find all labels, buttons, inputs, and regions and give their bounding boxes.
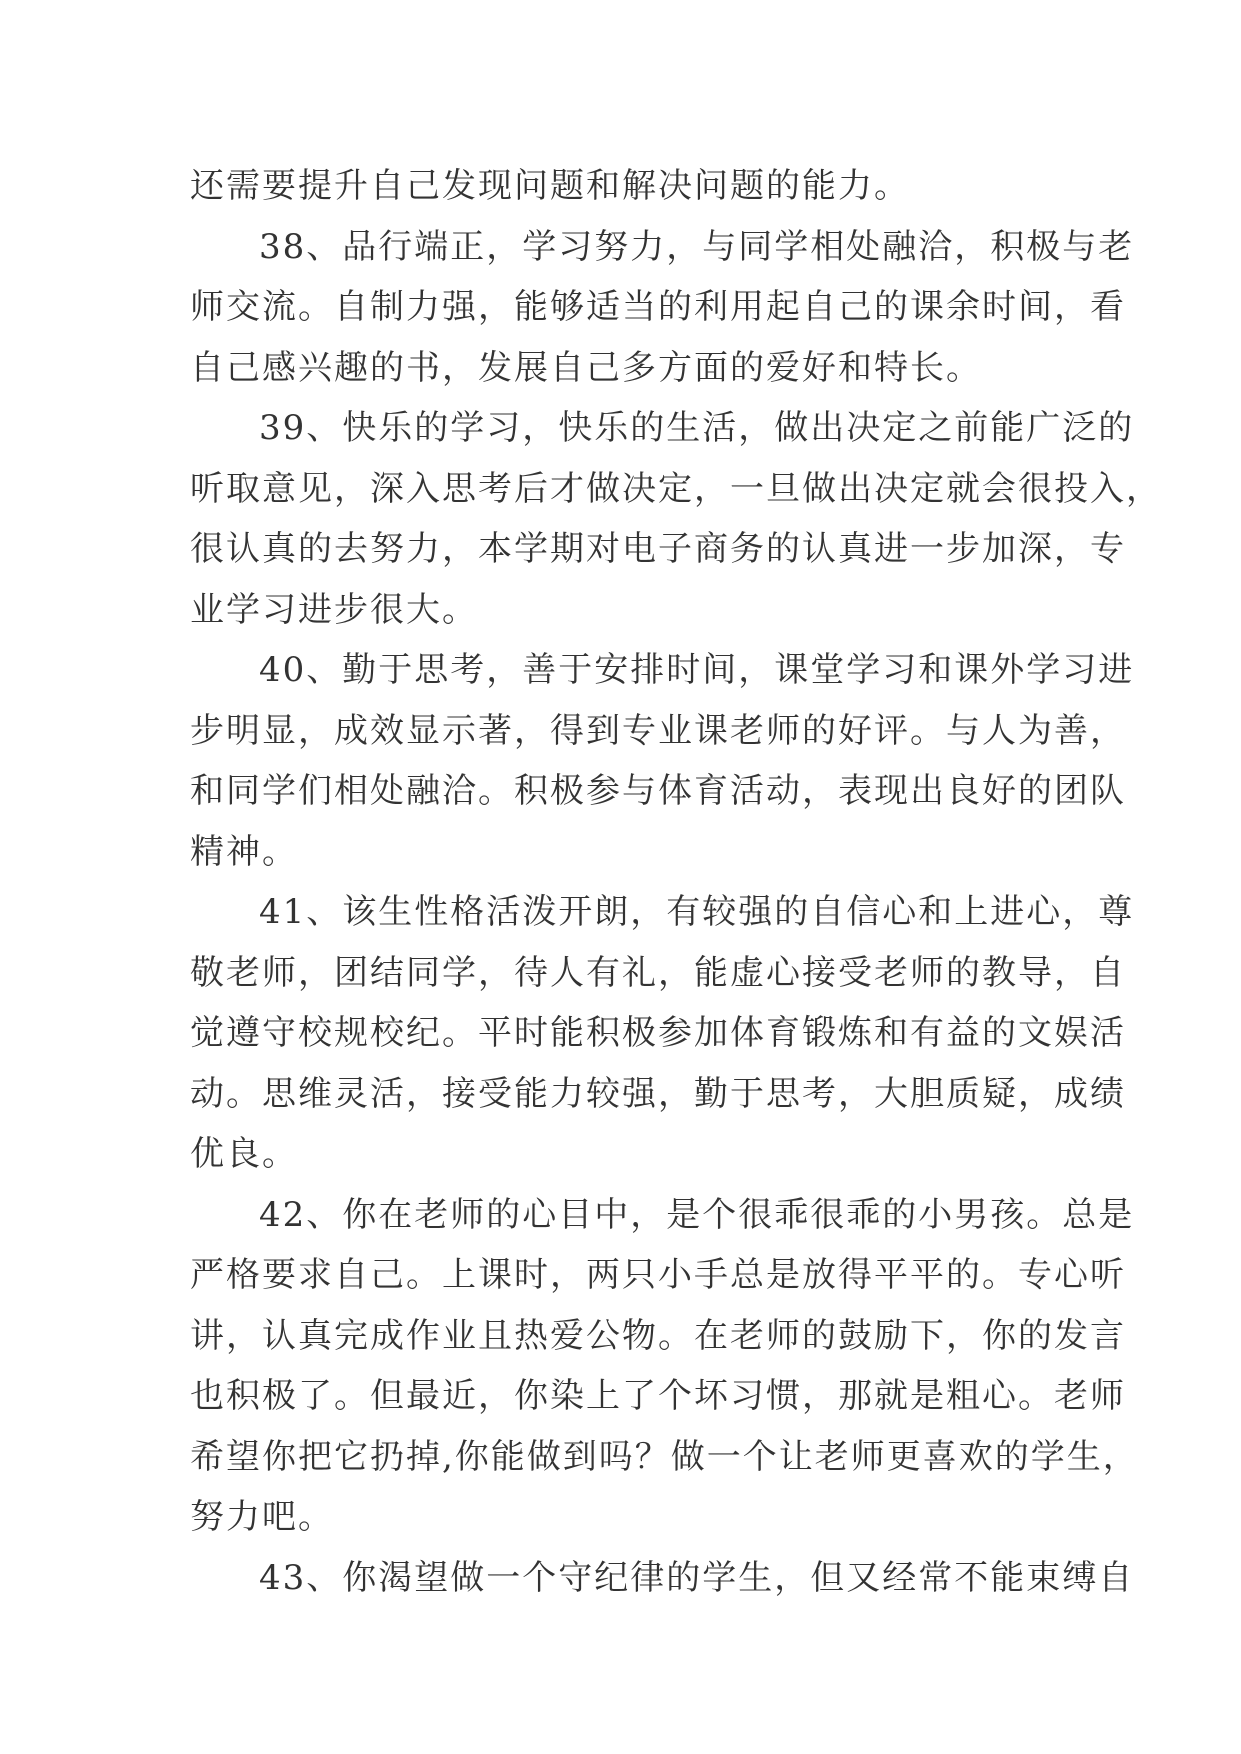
text-line-5: 39、快乐的学习，快乐的生活，做出决定之前能广泛的 xyxy=(259,408,1135,448)
text-line-15: 觉遵守校规校纪。平时能积极参加体育锻炼和有益的文娱活 xyxy=(190,1013,1126,1053)
text-line-18: 42、你在老师的心目中，是个很乖很乖的小男孩。总是 xyxy=(259,1194,1135,1235)
text-line-6: 听取意见，深入思考后才做决定，一旦做出决定就会很投入， xyxy=(190,468,1162,509)
text-line-7: 很认真的去努力，本学期对电子商务的认真进一步加深，专 xyxy=(190,529,1126,569)
text-line-10: 步明显，成效显示著，得到专业课老师的好评。与人为善， xyxy=(190,710,1126,751)
text-line-20: 讲，认真完成作业且热爱公物。在老师的鼓励下，你的发言 xyxy=(190,1315,1126,1356)
text-line-4: 自己感兴趣的书，发展自己多方面的爱好和特长。 xyxy=(190,347,982,388)
text-line-8: 业学习进步很大。 xyxy=(190,589,478,630)
text-line-1: 还需要提升自己发现问题和解决问题的能力。 xyxy=(190,166,910,206)
text-line-12: 精神。 xyxy=(190,831,298,872)
text-line-9: 40、勤于思考，善于安排时间，课堂学习和课外学习进 xyxy=(259,650,1135,690)
text-line-16: 动。思维灵活，接受能力较强，勤于思考，大胆质疑，成绩 xyxy=(190,1073,1126,1114)
text-line-23: 努力吧。 xyxy=(190,1497,334,1537)
text-line-13: 41、该生性格活泼开朗，有较强的自信心和上进心，尊 xyxy=(259,892,1135,932)
text-line-17: 优良。 xyxy=(190,1134,298,1174)
text-line-22: 希望你把它扔掉,你能做到吗？做一个让老师更喜欢的学生， xyxy=(190,1436,1139,1477)
text-line-19: 严格要求自己。上课时，两只小手总是放得平平的。专心听 xyxy=(190,1255,1126,1295)
text-line-3: 师交流。自制力强，能够适当的利用起自己的课余时间，看 xyxy=(190,287,1126,327)
document-body xyxy=(190,156,1162,1608)
text-line-14: 敬老师，团结同学，待人有礼，能虚心接受老师的教导，自 xyxy=(190,952,1126,993)
text-line-21: 也积极了。但最近，你染上了个坏习惯，那就是粗心。老师 xyxy=(190,1376,1126,1416)
text-line-11: 和同学们相处融洽。积极参与体育活动，表现出良好的团队 xyxy=(190,771,1126,811)
text-line-2: 38、品行端正，学习努力，与同学相处融洽，积极与老 xyxy=(259,226,1135,267)
text-line-24: 43、你渴望做一个守纪律的学生，但又经常不能束缚自 xyxy=(259,1557,1135,1598)
